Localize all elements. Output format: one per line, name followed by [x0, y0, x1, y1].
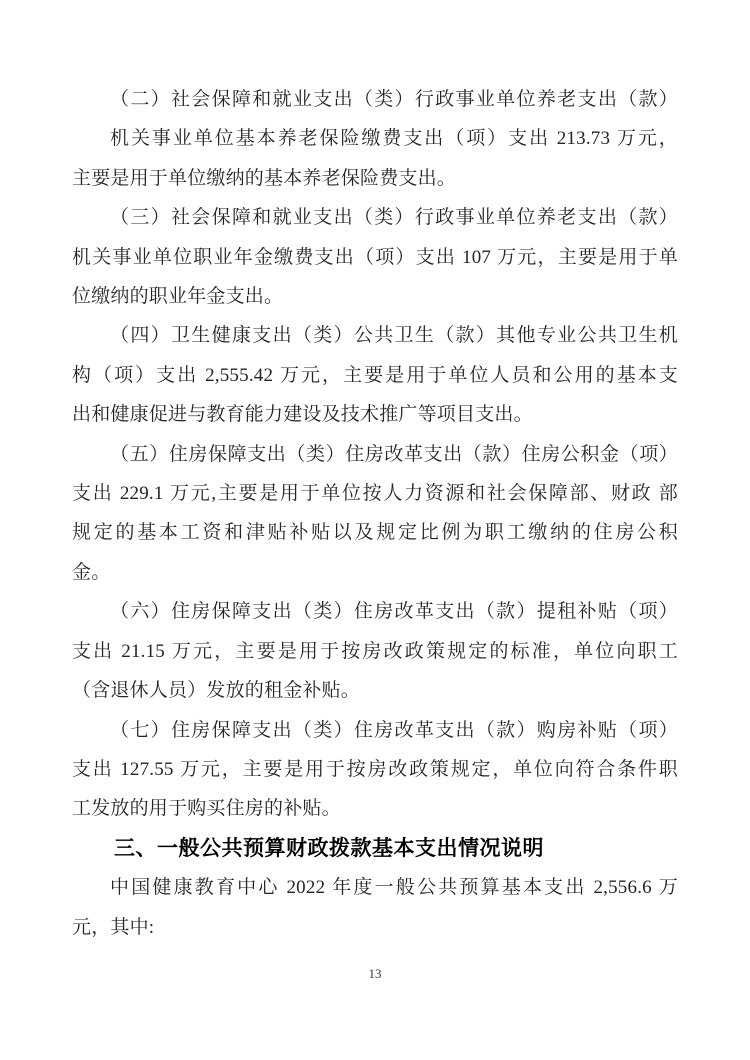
paragraph-line: 工发放的用于购买住房的补贴。 — [72, 798, 341, 820]
paragraph-line: 构（项）支出 2,555.42 万元，主要是用于单位人员和公用的基本支 — [72, 364, 678, 386]
page-number: 13 — [368, 966, 382, 981]
text-block — [72, 80, 678, 947]
paragraph-line: 支出 127.55 万元，主要是用于按房改政策规定，单位向符合条件职 — [72, 758, 678, 780]
section-heading: 三、一般公共预算财政拨款基本支出情况说明 — [114, 836, 544, 860]
paragraph-line: 规定的基本工资和津贴补贴以及规定比例为职工缴纳的住房公积 — [72, 522, 678, 544]
paragraph-line: 主要是用于单位缴纳的基本养老保险费支出。 — [72, 167, 457, 189]
paragraph-line: （含退休人员）发放的租金补贴。 — [72, 680, 361, 702]
paragraph-line: 出和健康促进与教育能力建设及技术推广等项目支出。 — [72, 404, 533, 426]
paragraph-line: 金。 — [72, 561, 111, 583]
paragraph-line: 支出 21.15 万元，主要是用于按房改政策规定的标准，单位向职工 — [72, 640, 678, 662]
paragraph-line: （七）住房保障支出（类）住房改革支出（款）购房补贴（项） — [110, 719, 678, 741]
paragraph-line: 机关事业单位职业年金缴费支出（项）支出 107 万元，主要是用于单 — [72, 246, 678, 268]
paragraph-line: （三）社会保障和就业支出（类）行政事业单位养老支出（款） — [110, 207, 678, 229]
paragraph-line: 元，其中: — [72, 916, 155, 938]
paragraph-line: （四）卫生健康支出（类）公共卫生（款）其他专业公共卫生机 — [110, 325, 678, 347]
paragraph-line: 中国健康教育中心 2022 年度一般公共预算基本支出 2,556.6 万 — [110, 877, 678, 899]
paragraph-line: （五）住房保障支出（类）住房改革支出（款）住房公积金（项） — [110, 443, 678, 465]
paragraph-line: （二）社会保障和就业支出（类）行政事业单位养老支出（款） — [110, 89, 678, 110]
paragraph-line: 位缴纳的职业年金支出。 — [72, 286, 284, 308]
paragraph-line: 机关事业单位基本养老保险缴费支出（项）支出 213.73 万元， — [110, 128, 678, 150]
paragraph-line: 支出 229.1 万元,主要是用于单位按人力资源和社会保障部、财政 部 — [72, 483, 678, 505]
paragraph-line: （六）住房保障支出（类）住房改革支出（款）提租补贴（项） — [110, 601, 678, 623]
